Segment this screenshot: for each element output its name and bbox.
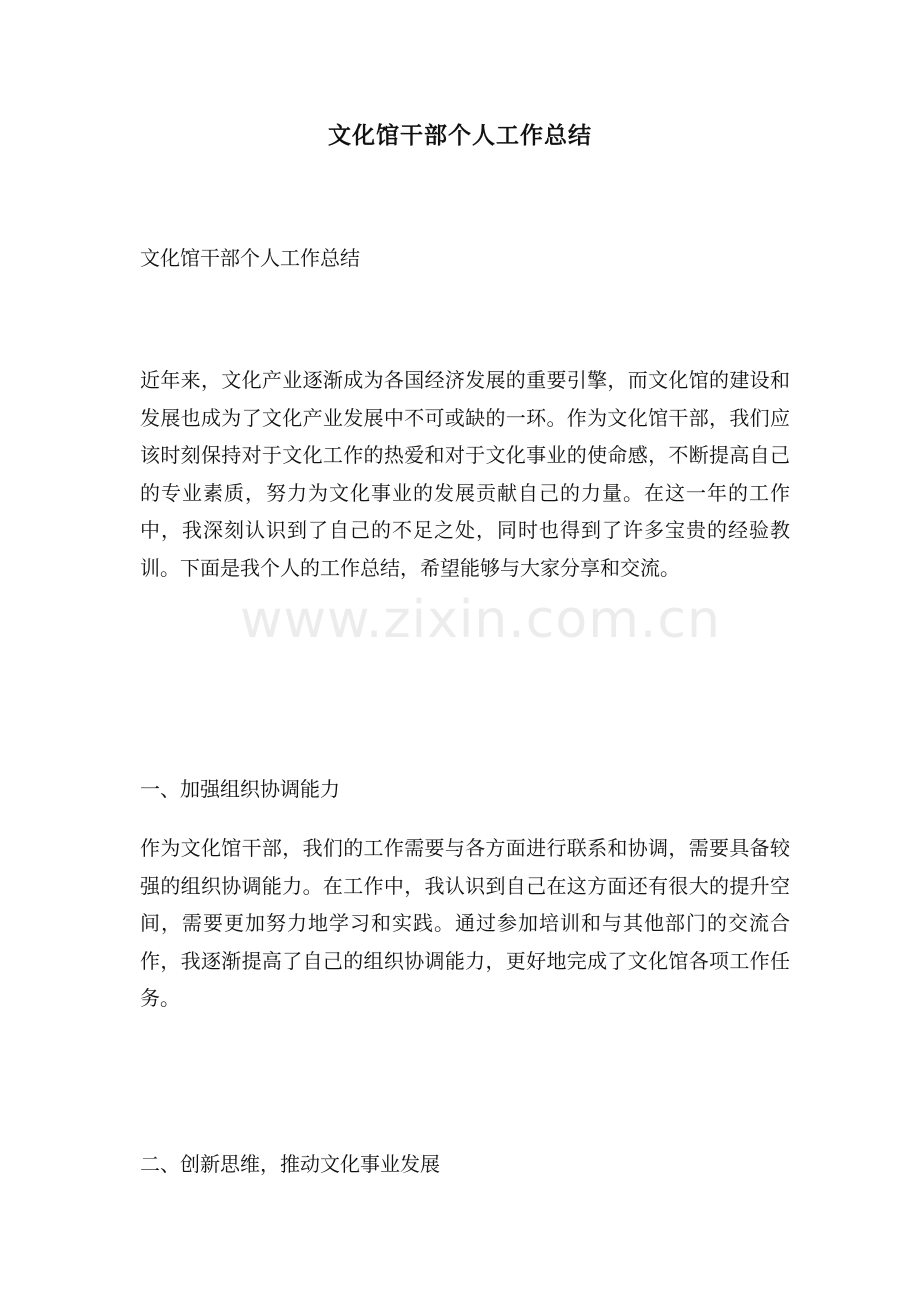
intro-paragraph: 近年来，文化产业逐渐成为各国经济发展的重要引擎，而文化馆的建设和发展也成为了文化产业发展中不可或缺的一环。作为文化馆干部，我们应该时刻保持对于文化工作的热爱和对于文化事业的使命感，不断提高自己的专业素质，努力为文化事业的发展贡献自己的力量。在这一年的工作中，我深刻认识到了自己的不足之处，同时也得到了许多宝贵的经验教训。下面是我个人的工作总结，希望能够与大家分享和交流。 — [140, 368, 790, 580]
document-title: 文化馆干部个人工作总结 — [328, 122, 592, 149]
section-paragraph-1: 作为文化馆干部，我们的工作需要与各方面进行联系和协调，需要具备较强的组织协调能力。在工作中，我认识到自己在这方面还有很大的提升空间，需要更加努力地学习和实践。通过参加培训和与其他部门的交流合作，我逐渐提高了自己的组织协调能力，更好地完成了文化馆各项工作任务。 — [140, 836, 790, 1010]
section-heading-2: 二、创新思维，推动文化事业发展 — [140, 1152, 440, 1176]
section-heading-1: 一、加强组织协调能力 — [140, 777, 340, 801]
watermark: www.zixin.com.cn — [240, 590, 721, 650]
document-subtitle: 文化馆干部个人工作总结 — [140, 246, 360, 270]
